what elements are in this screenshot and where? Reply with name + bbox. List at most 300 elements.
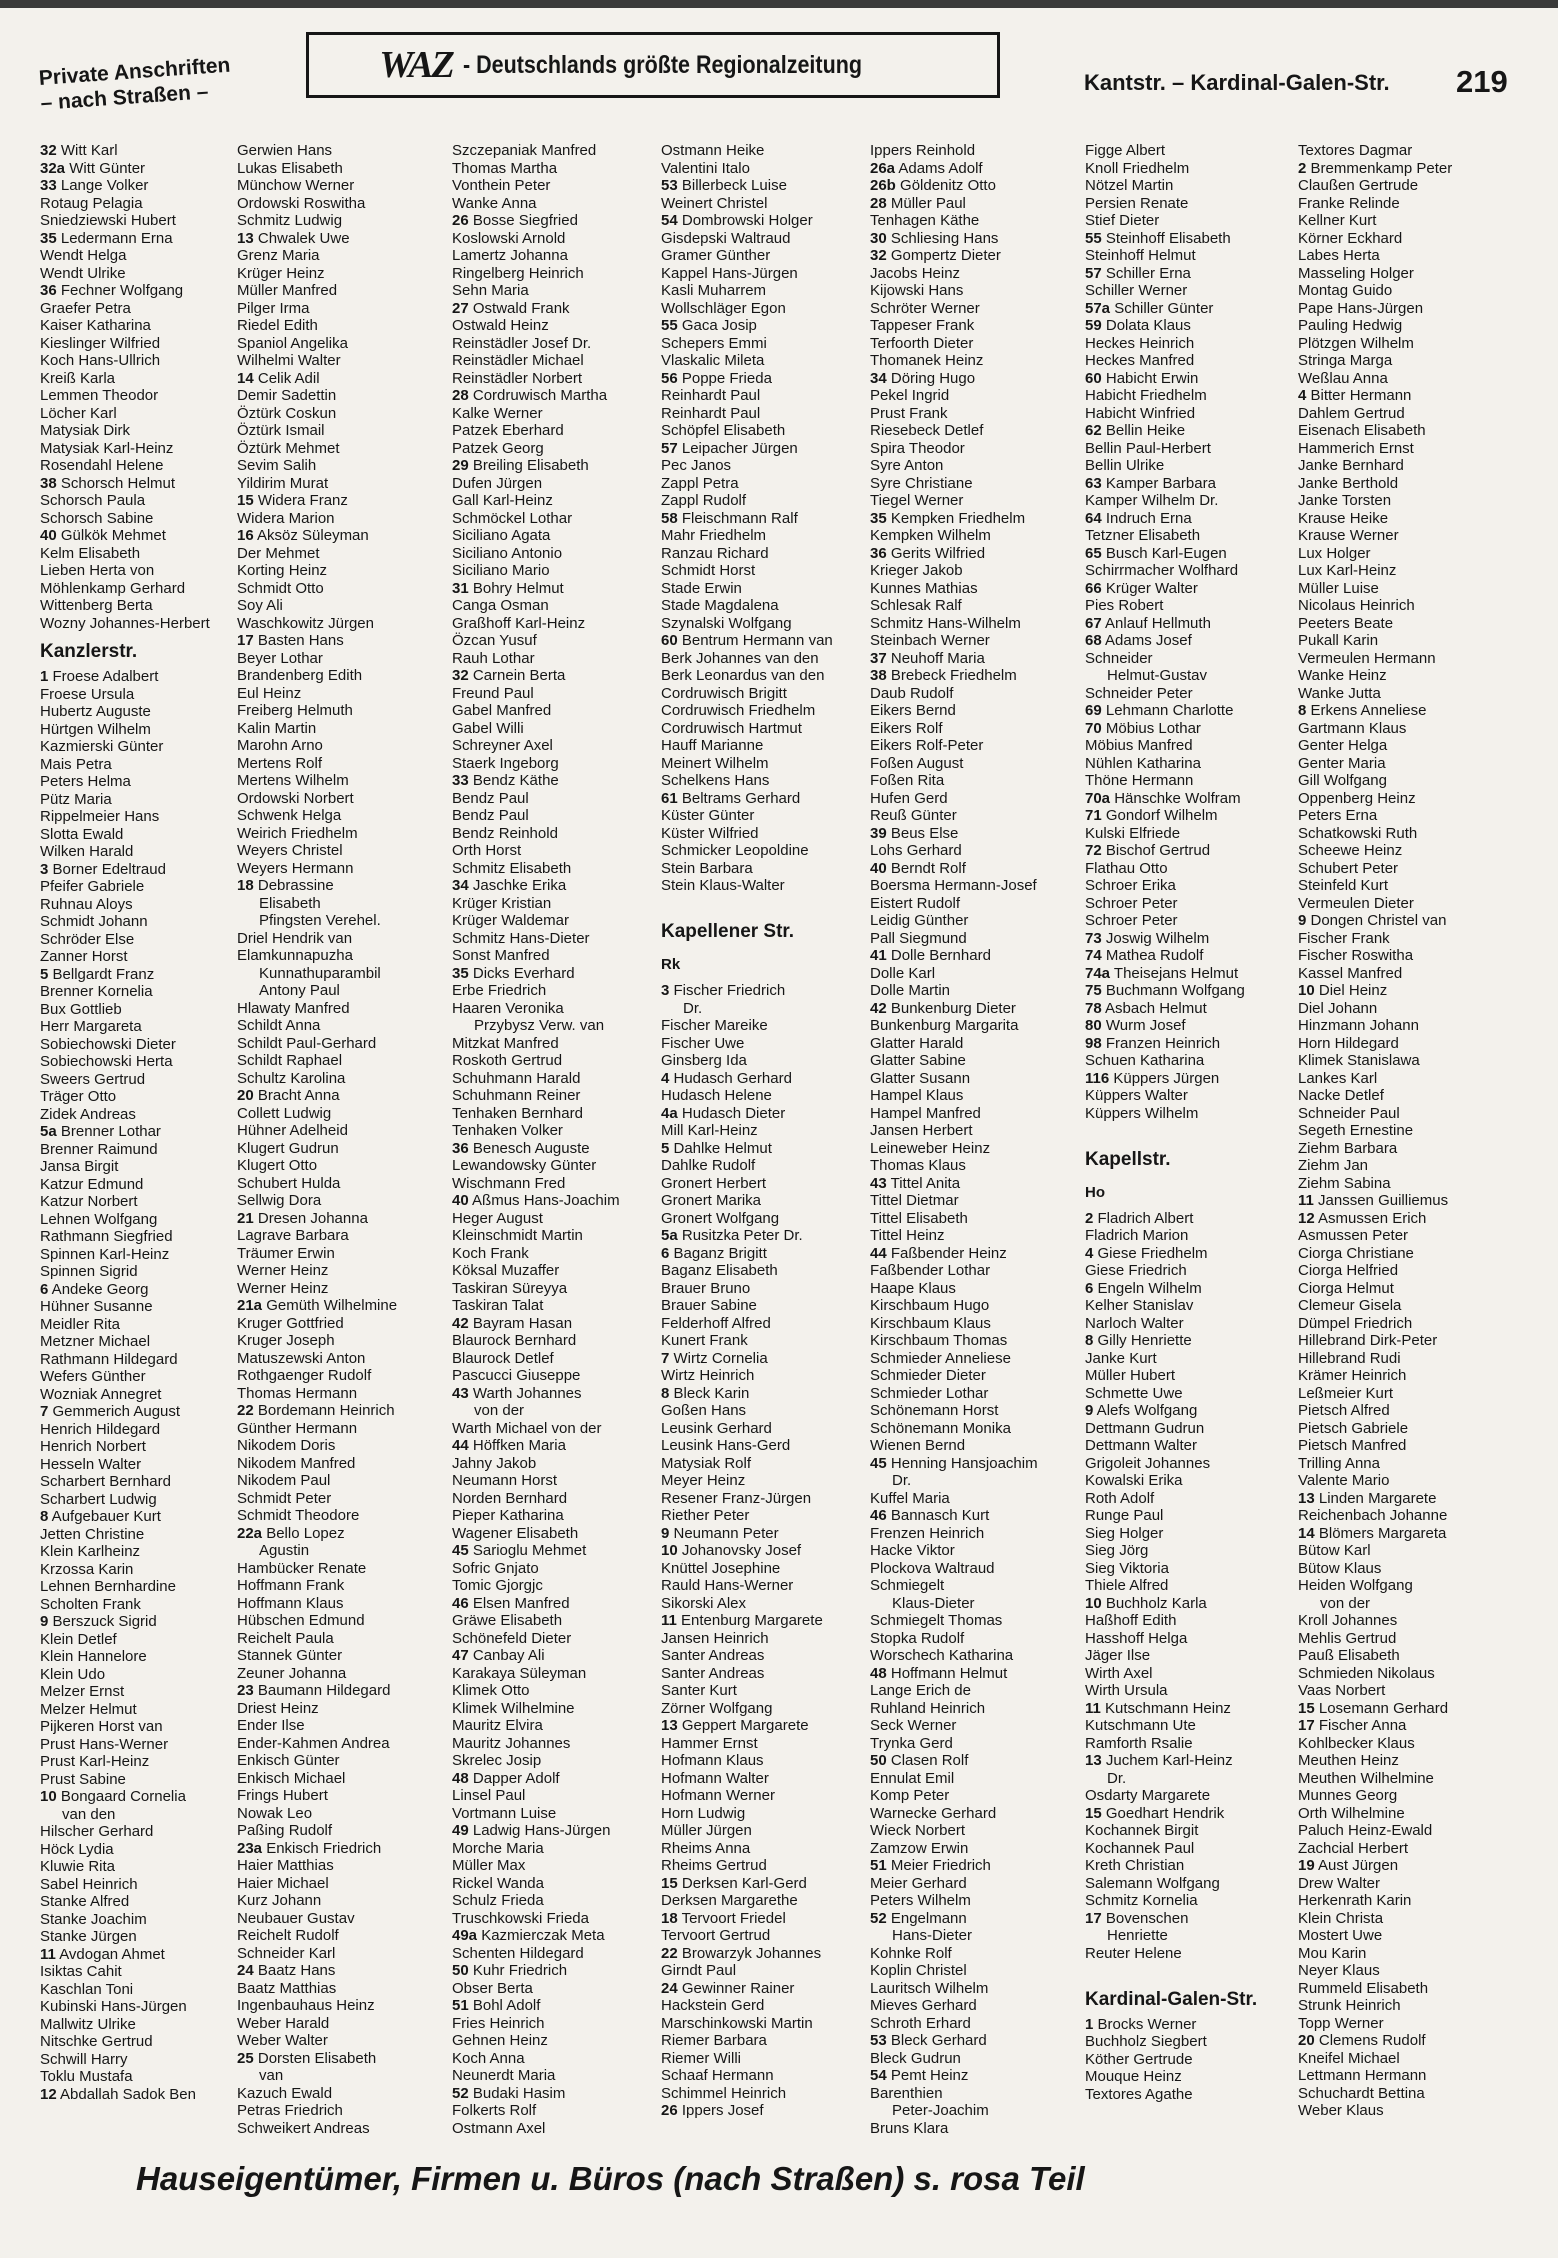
house-number: 65 — [1085, 544, 1102, 562]
directory-entry: Kunnes Mathias — [870, 579, 978, 597]
directory-entry: Schepers Emmi — [661, 334, 767, 352]
directory-entry: Tiegel Werner — [870, 492, 964, 509]
house-number: 10 — [1298, 982, 1315, 999]
directory-entry: Werner Heinz — [237, 1262, 329, 1279]
entry-continuation: van den — [62, 1805, 116, 1823]
directory-entry: Schmidt Theodore — [237, 1507, 360, 1524]
directory-entry: 17 Basten Hans — [237, 632, 344, 649]
directory-entry: Schroth Erhard — [870, 2014, 971, 2032]
directory-entry: Lieben Herta von — [40, 562, 155, 579]
directory-entry: Tervoort Gertrud — [661, 1927, 771, 1944]
house-number: 46 — [870, 1507, 887, 1524]
directory-entry: Haier Matthias — [237, 1857, 334, 1874]
house-number: 5 — [40, 965, 49, 983]
house-number: 63 — [1085, 474, 1102, 492]
directory-entry: 10 Bongaard Cornelia — [40, 1788, 186, 1805]
house-number: 62 — [1085, 422, 1102, 439]
directory-entry: 15 Losemann Gerhard — [1298, 1699, 1449, 1717]
directory-entry: Leusink Gerhard — [661, 1419, 772, 1437]
house-number: 25 — [237, 2049, 254, 2067]
directory-entry: Schroer Peter — [1085, 912, 1178, 929]
directory-entry: 1 Froese Adalbert — [40, 668, 159, 685]
directory-entry: 7 Gemmerich August — [40, 1403, 181, 1420]
directory-entry: Flathau Otto — [1085, 859, 1168, 877]
directory-entry: Tappeser Frank — [870, 317, 975, 334]
directory-entry: 53 Bleck Gerhard — [870, 2032, 987, 2049]
directory-entry: Schildt Anna — [237, 1017, 321, 1034]
house-number: 11 — [661, 1612, 677, 1629]
directory-entry: Trilling Anna — [1298, 1454, 1380, 1472]
directory-entry: 19 Aust Jürgen — [1298, 1857, 1399, 1874]
directory-entry: Koch Frank — [452, 1244, 529, 1262]
directory-entry: Ginsberg Ida — [661, 1052, 747, 1069]
directory-entry: Elamkunnapuzha — [237, 947, 353, 964]
directory-entry: 23a Enkisch Friedrich — [237, 1839, 382, 1857]
entry-continuation: von der — [1320, 1594, 1371, 1612]
house-number: 67 — [1085, 614, 1102, 632]
directory-entry: Franke Relinde — [1298, 194, 1400, 212]
directory-entry: Weirich Friedhelm — [237, 824, 358, 842]
house-number: 16 — [237, 527, 254, 544]
directory-entry: 10 Johanovsky Josef — [661, 1542, 802, 1559]
directory-entry: Sobiechowski Herta — [40, 1053, 173, 1070]
directory-entry: Siciliano Mario — [452, 562, 550, 579]
directory-entry: Patzek Georg — [452, 439, 544, 457]
house-number: 11 — [1085, 1699, 1101, 1717]
house-number: 20 — [1298, 2032, 1315, 2049]
directory-entry: Thomas Hermann — [237, 1384, 358, 1402]
directory-entry: Kreth Christian — [1085, 1857, 1185, 1874]
directory-entry: Brenner Kornelia — [40, 983, 153, 1000]
directory-entry: Paßing Rudolf — [237, 1822, 333, 1839]
directory-entry: 36 Benesch Auguste — [452, 1139, 590, 1157]
directory-entry: 15 Goedhart Hendrik — [1085, 1804, 1225, 1822]
directory-entry: Pietsch Manfred — [1298, 1437, 1407, 1454]
directory-entry: Weyers Hermann — [237, 859, 354, 877]
directory-entry: Resener Franz-Jürgen — [661, 1489, 812, 1507]
directory-entry: Nühlen Katharina — [1085, 754, 1201, 772]
directory-entry: Ingenbauhaus Heinz — [237, 1997, 375, 2014]
directory-entry: Reinhardt Paul — [661, 404, 761, 422]
house-number: 35 — [40, 229, 57, 247]
directory-entry: Montag Guido — [1298, 282, 1393, 299]
directory-entry: Stade Erwin — [661, 579, 742, 597]
directory-entry: Horn Hildegard — [1298, 1034, 1399, 1052]
directory-entry: Schorsch Sabine — [40, 509, 154, 527]
directory-entry: 10 Diel Heinz — [1298, 982, 1388, 999]
directory-entry: Vonthein Peter — [452, 177, 551, 194]
directory-entry: Wirth Axel — [1085, 1664, 1153, 1682]
directory-entry: Staerk Ingeborg — [452, 754, 559, 772]
directory-entry: Neyer Klaus — [1298, 1962, 1380, 1979]
directory-entry: Klugert Gudrun — [237, 1139, 339, 1157]
house-number: 22 — [661, 1944, 678, 1962]
house-number: 38 — [40, 474, 57, 492]
directory-entry: Herr Margareta — [40, 1018, 142, 1035]
directory-entry: Schneider Peter — [1085, 684, 1193, 702]
directory-entry: Osdarty Margarete — [1085, 1787, 1211, 1804]
directory-entry: Syre Anton — [870, 457, 944, 474]
entry-continuation: Elisabeth — [259, 894, 321, 912]
house-number: 17 — [1298, 1717, 1315, 1734]
directory-entry: Figge Albert — [1085, 142, 1166, 159]
directory-entry: Weber Walter — [237, 2032, 328, 2049]
directory-entry: Reinstädler Norbert — [452, 369, 583, 387]
directory-entry: 75 Buchmann Wolfgang — [1085, 982, 1245, 999]
directory-entry: Hampel Klaus — [870, 1087, 964, 1104]
directory-entry: Pilger Irma — [237, 299, 310, 317]
directory-entry: Riemer Barbara — [661, 2032, 767, 2049]
house-number: 50 — [452, 1962, 469, 1979]
directory-entry: 23 Baumann Hildegard — [237, 1682, 391, 1699]
directory-entry: 9 Alefs Wolfgang — [1085, 1402, 1198, 1419]
directory-entry: 7 Wirtz Cornelia — [661, 1349, 768, 1367]
directory-entry: Vlaskalic Mileta — [661, 352, 765, 369]
house-number: 29 — [452, 457, 469, 474]
directory-entry: Ordowski Roswitha — [237, 194, 366, 212]
house-number: 4 — [1085, 1244, 1094, 1262]
house-number: 19 — [1298, 1857, 1315, 1874]
directory-entry: 61 Beltrams Gerhard — [661, 789, 801, 807]
column-4 — [661, 142, 869, 2120]
directory-entry: Meier Gerhard — [870, 1874, 967, 1892]
directory-entry: Kohnke Rolf — [870, 1944, 952, 1962]
directory-entry: 70a Hänschke Wolfram — [1085, 789, 1241, 807]
directory-entry: Rickel Wanda — [452, 1874, 544, 1892]
directory-entry: Schönefeld Dieter — [452, 1629, 572, 1647]
directory-entry: Peeters Beate — [1298, 614, 1394, 632]
directory-entry: 8 Erkens Anneliese — [1298, 702, 1427, 719]
directory-entry: Marschinkowski Martin — [661, 2014, 813, 2032]
directory-entry: Jetten Christine — [40, 1525, 145, 1543]
directory-entry: 60 Bentrum Hermann van — [661, 632, 833, 649]
directory-entry: Leidig Günther — [870, 912, 969, 929]
directory-entry: Wieck Norbert — [870, 1822, 966, 1839]
directory-entry: Driel Hendrik van — [237, 929, 353, 947]
directory-entry: 35 Dicks Everhard — [452, 964, 575, 982]
house-number: 9 — [1298, 912, 1307, 929]
directory-entry: Tenhaken Volker — [452, 1122, 563, 1139]
directory-entry: 39 Beus Else — [870, 824, 959, 842]
directory-entry: Jacobs Heinz — [870, 264, 961, 282]
directory-entry: Vermeulen Dieter — [1298, 894, 1414, 912]
house-number: 52 — [870, 1909, 887, 1927]
directory-entry: Schorsch Paula — [40, 492, 146, 509]
street-range: Kantstr. – Kardinal-Galen-Str. — [1084, 70, 1390, 95]
directory-entry: Ennulat Emil — [870, 1769, 955, 1787]
directory-entry: 36 Fechner Wolfgang — [40, 282, 184, 299]
directory-entry: 2 Fladrich Albert — [1085, 1209, 1194, 1227]
directory-entry: Masseling Holger — [1298, 264, 1414, 282]
house-number: 4 — [1298, 387, 1307, 404]
directory-entry: Küster Wilfried — [661, 824, 759, 842]
directory-entry: Fries Heinrich — [452, 2014, 545, 2032]
directory-entry: Ziehm Sabina — [1298, 1174, 1391, 1192]
directory-entry: Grigoleit Johannes — [1085, 1454, 1211, 1472]
house-number: 3 — [661, 982, 670, 999]
directory-entry: Riemer Willi — [661, 2049, 741, 2067]
house-number: 70 — [1085, 719, 1102, 737]
directory-entry: Vermeulen Hermann — [1298, 649, 1436, 667]
directory-entry: Gall Karl-Heinz — [452, 492, 553, 509]
directory-entry: Haier Michael — [237, 1874, 329, 1892]
directory-entry: 10 Buchholz Karla — [1085, 1594, 1207, 1612]
directory-entry: Rathmann Hildegard — [40, 1350, 178, 1368]
directory-entry: Ruhland Heinrich — [870, 1699, 986, 1717]
directory-entry: Buchholz Siegbert — [1085, 2033, 1207, 2050]
directory-entry: Obser Berta — [452, 1979, 533, 1997]
directory-entry: Enkisch Michael — [237, 1769, 346, 1787]
directory-entry: Thomas Martha — [452, 159, 558, 177]
directory-entry: Haape Klaus — [870, 1279, 956, 1297]
directory-entry: 74a Theisejans Helmut — [1085, 964, 1239, 982]
directory-entry: Schuen Katharina — [1085, 1052, 1205, 1069]
directory-entry: Lagrave Barbara — [237, 1227, 349, 1244]
directory-entry: Pieper Katharina — [452, 1507, 564, 1524]
directory-entry: Orth Horst — [452, 842, 522, 859]
directory-entry: 53 Billerbeck Luise — [661, 177, 787, 194]
directory-entry: Weyers Christel — [237, 842, 343, 859]
directory-entry: Eikers Rolf — [870, 719, 943, 737]
house-number: 40 — [40, 527, 57, 544]
directory-entry: Schmitz Elisabeth — [452, 859, 572, 877]
directory-entry: 32 Gompertz Dieter — [870, 247, 1001, 264]
house-number: 33 — [452, 772, 469, 789]
house-number: 23a — [237, 1839, 263, 1857]
directory-entry: Schulz Frieda — [452, 1892, 544, 1909]
directory-entry: Schmette Uwe — [1085, 1384, 1183, 1402]
directory-entry: 4 Bitter Hermann — [1298, 387, 1412, 404]
directory-entry: Koch Hans-Ullrich — [40, 352, 161, 369]
directory-entry: 45 Sarioglu Mehmet — [452, 1542, 587, 1559]
directory-entry: Bellin Paul-Herbert — [1085, 439, 1211, 457]
directory-entry: 52 Budaki Hasim — [452, 2084, 566, 2102]
footer-note: Hauseigentümer, Firmen u. Büros (nach Straßen) s. rosa Teil — [136, 2160, 1085, 2197]
house-number: 69 — [1085, 702, 1102, 719]
directory-entry: Mouque Heinz — [1085, 2068, 1182, 2085]
directory-entry: 28 Cordruwisch Martha — [452, 387, 608, 404]
directory-entry: Soy Ali — [237, 597, 283, 614]
directory-entry: 5 Dahlke Helmut — [661, 1139, 772, 1157]
directory-entry: Müller Max — [452, 1857, 526, 1874]
entry-continuation: von der — [474, 1402, 525, 1419]
directory-entry: Thomanek Heinz — [870, 352, 984, 369]
directory-entry: Kaiser Katharina — [40, 317, 151, 334]
house-number: 1 — [40, 668, 49, 685]
directory-entry: Topp Werner — [1298, 2014, 1384, 2032]
house-number: 9 — [40, 1613, 49, 1630]
directory-entry: Hofmann Klaus — [661, 1752, 764, 1769]
waz-banner — [306, 32, 1000, 98]
house-number: 23 — [237, 1682, 254, 1699]
directory-entry: 3 Fischer Friedrich — [661, 982, 786, 999]
house-number: 14 — [1298, 1524, 1315, 1542]
directory-entry: 11 Kutschmann Heinz — [1085, 1699, 1231, 1717]
directory-entry: Klein Udo — [40, 1665, 106, 1683]
directory-entry: Weber Harald — [237, 2014, 330, 2032]
house-number: 64 — [1085, 509, 1102, 527]
directory-entry: 38 Schorsch Helmut — [40, 474, 176, 492]
directory-entry: Faßbender Lothar — [870, 1262, 991, 1279]
directory-entry: Nowak Leo — [237, 1804, 313, 1822]
directory-entry: Roskoth Gertrud — [452, 1052, 563, 1069]
directory-entry: Valentini Italo — [661, 159, 750, 177]
spacer — [1085, 1962, 1297, 1980]
entry-continuation: Agustin — [259, 1542, 310, 1559]
entry-continuation: Henriette — [1107, 1927, 1168, 1944]
house-number: 27 — [452, 299, 469, 317]
directory-entry: Schaaf Hermann — [661, 2067, 774, 2084]
directory-entry: Mitzkat Manfred — [452, 1034, 559, 1052]
directory-entry: Peters Erna — [1298, 807, 1378, 824]
directory-entry: Münchow Werner — [237, 177, 355, 194]
directory-entry: Gramer Günther — [661, 247, 771, 264]
waz-logo: WAZ — [379, 44, 453, 86]
house-number: 98 — [1085, 1034, 1102, 1052]
directory-entry: Genter Maria — [1298, 754, 1386, 772]
directory-entry: Wendt Helga — [40, 247, 127, 264]
directory-entry: Gronert Herbert — [661, 1174, 767, 1192]
directory-entry: Grenz Maria — [237, 247, 320, 264]
directory-entry: Stanke Joachim — [40, 1910, 147, 1928]
directory-entry: Wittenberg Berta — [40, 597, 153, 614]
directory-entry: Hudasch Helene — [661, 1087, 772, 1104]
directory-entry: Wozny Johannes-Herbert — [40, 614, 210, 632]
house-number: 49 — [452, 1822, 469, 1839]
directory-entry: Thöne Hermann — [1085, 772, 1194, 789]
house-number: 36 — [40, 282, 57, 299]
directory-entry: Kleinschmidt Martin — [452, 1227, 583, 1244]
directory-entry: Santer Andreas — [661, 1664, 765, 1682]
directory-entry: Schubert Hulda — [237, 1174, 341, 1192]
directory-entry: Cordruwisch Friedhelm — [661, 702, 816, 719]
house-number: 43 — [870, 1174, 887, 1192]
directory-entry: 116 Küppers Jürgen — [1085, 1069, 1220, 1087]
directory-entry: Demir Sadettin — [237, 387, 337, 404]
house-number: 22 — [237, 1402, 254, 1419]
directory-entry: Stanke Alfred — [40, 1893, 130, 1910]
house-number: 66 — [1085, 579, 1102, 597]
directory-entry: Schmieder Lothar — [870, 1384, 989, 1402]
directory-entry: Scheewe Heinz — [1298, 842, 1403, 859]
directory-entry: Mertens Wilhelm — [237, 772, 349, 789]
directory-entry: Leineweber Heinz — [870, 1139, 991, 1157]
directory-entry: Wanke Anna — [452, 194, 537, 212]
directory-entry: Glatter Susann — [870, 1069, 971, 1087]
directory-entry: 50 Clasen Rolf — [870, 1752, 969, 1769]
directory-entry: Werner Heinz — [237, 1279, 329, 1297]
directory-entry: Kowalski Erika — [1085, 1472, 1183, 1489]
directory-entry: Rummeld Elisabeth — [1298, 1979, 1429, 1997]
directory-entry: 22 Browarzyk Johannes — [661, 1944, 822, 1962]
directory-entry: Taskiran Süreyya — [452, 1279, 568, 1297]
directory-entry: 34 Döring Hugo — [870, 369, 976, 387]
directory-entry: Sniedziewski Hubert — [40, 212, 176, 229]
directory-entry: Klein Hannelore — [40, 1648, 147, 1665]
directory-entry: 45 Henning Hansjoachim — [870, 1454, 1038, 1472]
directory-entry: Kulski Elfriede — [1085, 824, 1181, 842]
directory-entry: Schmieder Dieter — [870, 1367, 986, 1384]
directory-entry: Tittel Heinz — [870, 1227, 945, 1244]
directory-entry: Pfeifer Gabriele — [40, 878, 145, 895]
directory-entry: 22a Bello Lopez — [237, 1524, 345, 1542]
house-number: 26b — [870, 177, 896, 194]
directory-entry: Müller Manfred — [237, 282, 338, 299]
directory-entry: Kazmierski Günter — [40, 738, 164, 755]
directory-entry: 43 Tittel Anita — [870, 1174, 961, 1192]
directory-entry: Prust Karl-Heinz — [40, 1753, 150, 1770]
directory-entry: Schönemann Monika — [870, 1419, 1011, 1437]
directory-entry: Zörner Wolfgang — [661, 1699, 773, 1717]
directory-entry: Nikodem Paul — [237, 1472, 331, 1489]
house-number: 34 — [870, 369, 887, 387]
entry-continuation: Klaus-Dieter — [892, 1594, 975, 1612]
directory-entry: Drew Walter — [1298, 1874, 1380, 1892]
house-number: 53 — [870, 2032, 887, 2049]
directory-entry: Schuhmann Harald — [452, 1069, 581, 1087]
directory-entry: Zappl Petra — [661, 474, 739, 492]
house-number: 60 — [661, 632, 678, 649]
directory-entry: Janke Berthold — [1298, 474, 1399, 492]
directory-entry: Siciliano Antonio — [452, 544, 563, 562]
house-number: 18 — [237, 877, 254, 894]
directory-entry: Kohlbecker Klaus — [1298, 1734, 1415, 1752]
district-code: Rk — [661, 956, 681, 973]
directory-entry: Roth Adolf — [1085, 1489, 1155, 1507]
directory-entry: Krzossa Karin — [40, 1560, 134, 1578]
street-heading: Kapellener Str. — [661, 921, 795, 942]
directory-entry: Kreiß Karla — [40, 369, 116, 387]
directory-entry: Hilscher Gerhard — [40, 1823, 154, 1840]
directory-entry: Meuthen Heinz — [1298, 1752, 1399, 1769]
directory-entry: Pape Hans-Jürgen — [1298, 299, 1424, 317]
directory-entry: Yildirim Murat — [237, 474, 329, 492]
house-number: 44 — [452, 1437, 469, 1454]
directory-entry: Jansen Herbert — [870, 1122, 973, 1139]
directory-entry: Ender-Kahmen Andrea — [237, 1734, 390, 1752]
directory-entry: Reuter Helene — [1085, 1944, 1182, 1962]
directory-entry: Salemann Wolfgang — [1085, 1874, 1220, 1892]
directory-entry: Kruger Joseph — [237, 1332, 335, 1349]
directory-entry: Isiktas Cahit — [40, 1963, 122, 1980]
private-addresses-label — [38, 53, 233, 116]
column-3 — [452, 142, 660, 2137]
directory-entry: Hesseln Walter — [40, 1455, 142, 1473]
directory-entry: Fischer Mareike — [661, 1017, 768, 1034]
directory-entry: Rathmann Siegfried — [40, 1228, 173, 1245]
directory-entry: 13 Linden Margarete — [1298, 1489, 1437, 1507]
directory-entry: Wagener Elisabeth — [452, 1524, 579, 1542]
directory-entry: Graßhoff Karl-Heinz — [452, 614, 586, 632]
directory-entry: 35 Ledermann Erna — [40, 229, 173, 247]
directory-entry: Ostmann Heike — [661, 142, 765, 159]
directory-entry: Strunk Heinrich — [1298, 1997, 1401, 2014]
directory-entry: Sieg Holger — [1085, 1524, 1164, 1542]
directory-entry: Schmiegelt — [870, 1577, 945, 1594]
house-number: 18 — [661, 1909, 678, 1927]
house-number: 13 — [1085, 1752, 1102, 1769]
directory-entry: Schmidt Horst — [661, 562, 756, 579]
directory-entry: Krämer Heinrich — [1298, 1367, 1407, 1384]
directory-entry: Eikers Bernd — [870, 702, 956, 719]
directory-entry: Ramforth Rsalie — [1085, 1734, 1193, 1752]
directory-entry: Widera Marion — [237, 509, 335, 527]
directory-entry: Worschech Katharina — [870, 1647, 1014, 1664]
house-number: 32 — [40, 142, 57, 159]
directory-entry: Kutschmann Ute — [1085, 1717, 1196, 1734]
directory-entry: 30 Schliesing Hans — [870, 229, 999, 247]
directory-entry: Spaniol Angelika — [237, 334, 348, 352]
